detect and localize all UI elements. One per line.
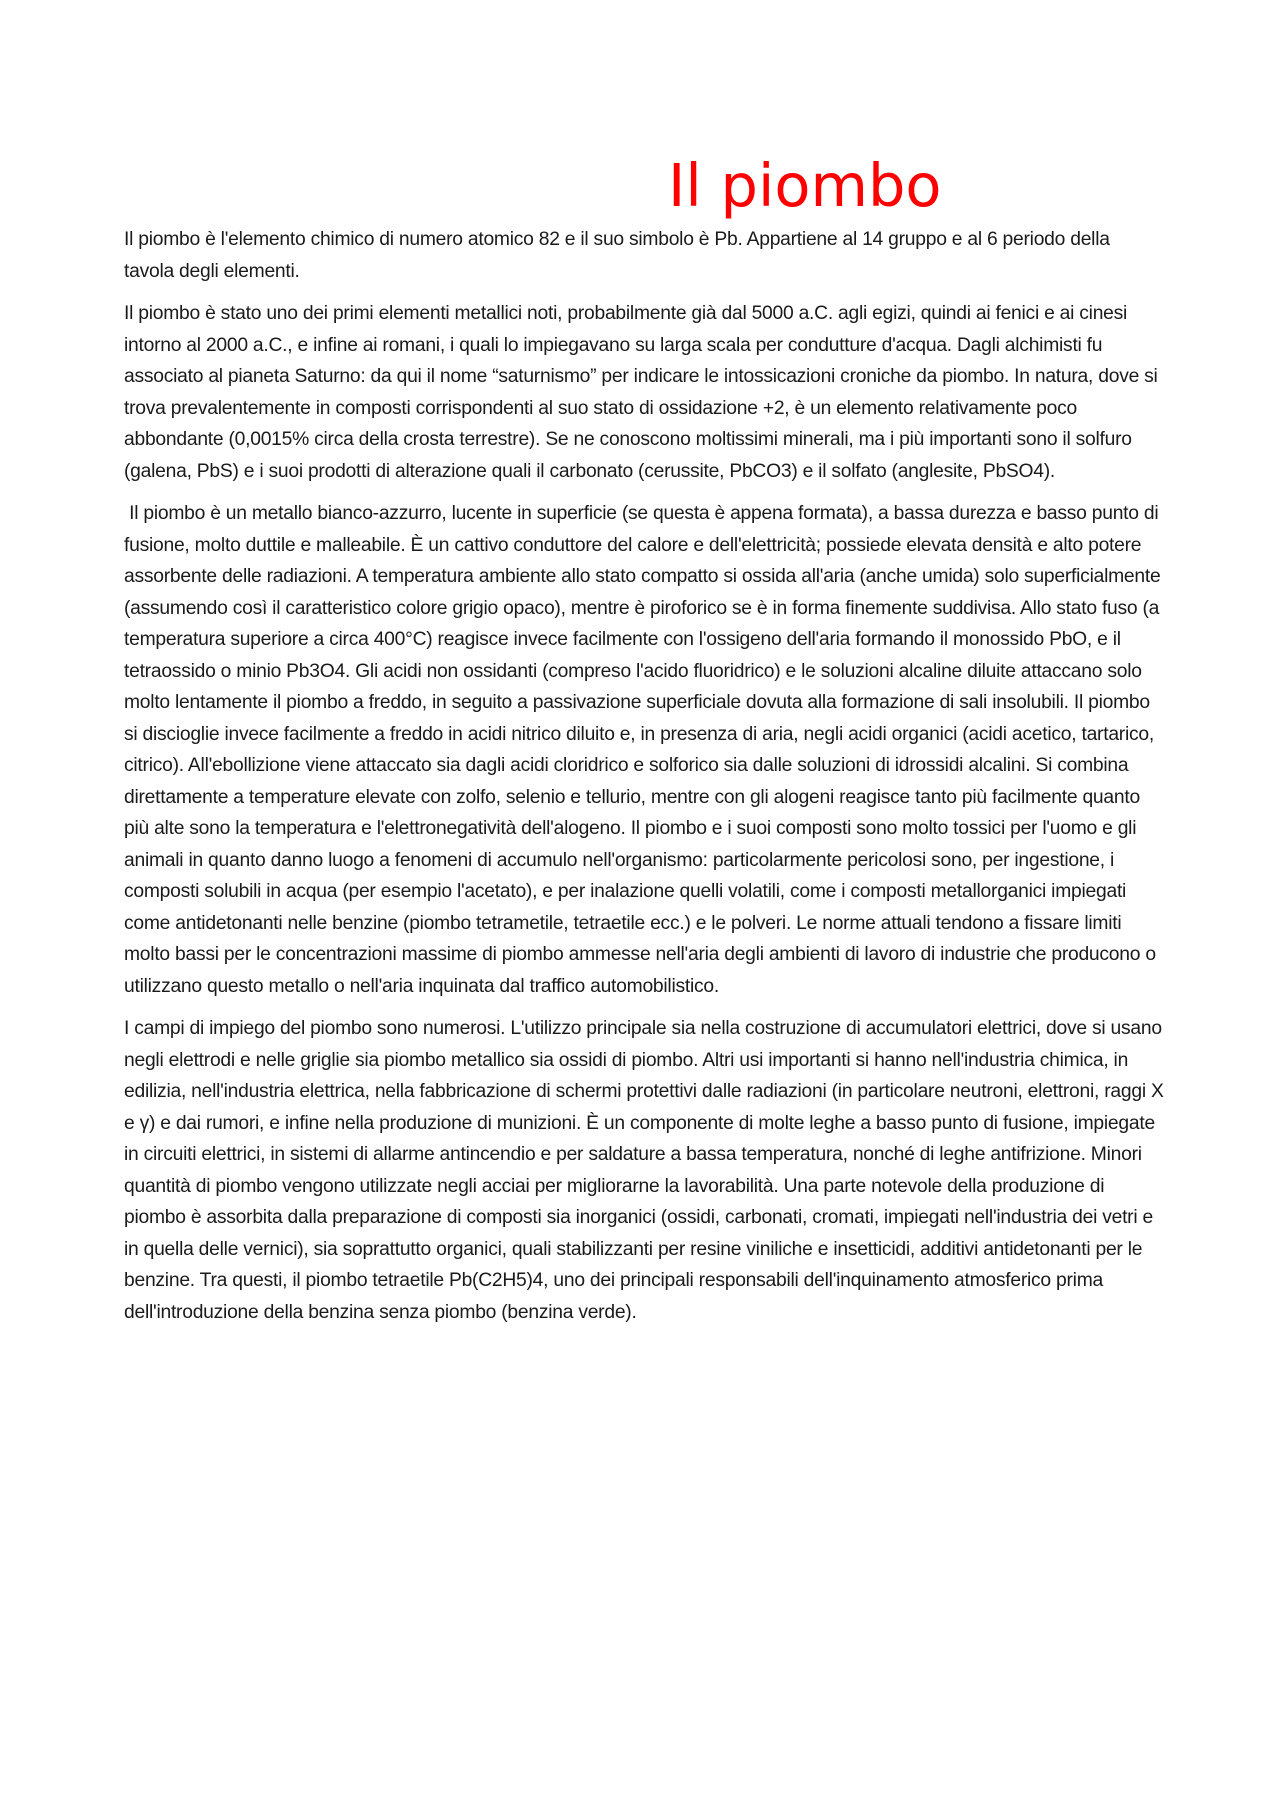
paragraph-history: Il piombo è stato uno dei primi elementi metallici noti, probabilmente già dal 5000 a.C. agli egizi, quindi ai fenici e ai cinesi intorno al 2000 a.C., e infine ai romani, i quali lo impiegavano su larga scala per condutture d'acqua. Dagli alchimisti fu associato al pianeta Saturno: da qui il nome “saturnismo” per indicare le intossicazioni croniche da piombo. In natura, dove si trova prevalentemente in composti corrispondenti al suo stato di ossidazione +2, è un elemento relativamente poco abbondante (0,0015% circa della crosta terrestre). Se ne conoscono moltissimi minerali, ma i più importanti sono il solfuro (galena, PbS) e i suoi prodotti di alterazione quali il carbonato (cerussite, PbCO3) e il solfato (anglesite, PbSO4). xyxy=(124,303,1163,482)
document-title: Il piombo xyxy=(668,151,942,220)
paragraph-properties: Il piombo è un metallo bianco-azzurro, lucente in superficie (se questa è appena formata), a bassa durezza e basso punto di fusione, molto duttile e malleabile. È un cattivo conduttore del calore e dell'elettricità; possiede elevata densità e alto potere assorbente delle radiazioni. A temperatura ambiente allo stato compatto si ossida all'aria (anche umida) solo superficialmente (assumendo così il caratteristico colore grigio opaco), mentre è piroforico se è in forma finemente suddivisa. Allo stato fuso (a temperatura superiore a circa 400°C) reagisce invece facilmente con l'ossigeno dell'aria formando il monossido PbO, e il tetraossido o minio Pb3O4. Gli acidi non ossidanti (compreso l'acido fluoridrico) e le soluzioni alcaline diluite attaccano solo molto lentamente il piombo a freddo, in seguito a passivazione superficiale dovuta alla formazione di sali insolubili. Il piombo si discioglie invece facilmente a freddo in acidi nitrico diluito e, in presenza di aria, negli acidi organici (acidi acetico, tartarico, citrico). All'ebollizione viene attaccato sia dagli acidi cloridrico e solforico sia dalle soluzioni di idrossidi alcalini. Si combina direttamente a temperature elevate con zolfo, selenio e tellurio, mentre con gli alogeni reagisce tanto più facilmente quanto più alte sono la temperatura e l'elettronegatività dell'alogeno. Il piombo e i suoi composti sono molto tossici per l'uomo e gli animali in quanto danno luogo a fenomeni di accumulo nell'organismo: particolarmente pericolosi sono, per ingestione, i composti solubili in acqua (per esempio l'acetato), e per inalazione quelli volatili, come i composti metallorganici impiegati come antidetonanti nelle benzine (piombo tetrametile, tetraetile ecc.) e le polveri. Le norme attuali tendono a fissare limiti molto bassi per le concentrazioni massime di piombo ammesse nell'aria degli ambienti di lavoro di industrie che producono o utilizzano questo metallo o nell'aria inquinata dal traffico automobilistico. xyxy=(124,503,1166,997)
paragraph-uses: I campi di impiego del piombo sono numerosi. L'utilizzo principale sia nella costruzione di accumulatori elettrici, dove si usano negli elettrodi e nelle griglie sia piombo metallico sia ossidi di piombo. Altri usi importanti si hanno nell'industria chimica, in edilizia, nell'industria elettrica, nella fabbricazione di schermi protettivi dalle radiazioni (in particolare neutroni, elettroni, raggi X e γ) e dai rumori, e infine nella produzione di munizioni. È un componente di molte leghe a basso punto di fusione, impiegate in circuiti elettrici, in sistemi di allarme antincendio e per saldature a bassa temperatura, nonché di leghe antifrizione. Minori quantità di piombo vengono utilizzate negli acciai per migliorarne la lavorabilità. Una parte notevole della produzione di piombo è assorbita dalla preparazione di composti sia inorganici (ossidi, carbonati, cromati, impiegati nell'industria dei vetri e in quella delle vernici), sia soprattutto organici, quali stabilizzanti per resine viniliche e insetticidi, additivi antidetonanti per le benzine. Tra questi, il piombo tetraetile Pb(C2H5)4, uno dei principali responsabili dell'inquinamento atmosferico prima dell'introduzione della benzina senza piombo (benzina verde). xyxy=(124,1018,1169,1323)
document-body xyxy=(124,224,1169,1339)
paragraph-intro: Il piombo è l'elemento chimico di numero atomico 82 e il suo simbolo è Pb. Appartiene al 14 gruppo e al 6 periodo della tavola degli elementi. xyxy=(124,229,1115,282)
